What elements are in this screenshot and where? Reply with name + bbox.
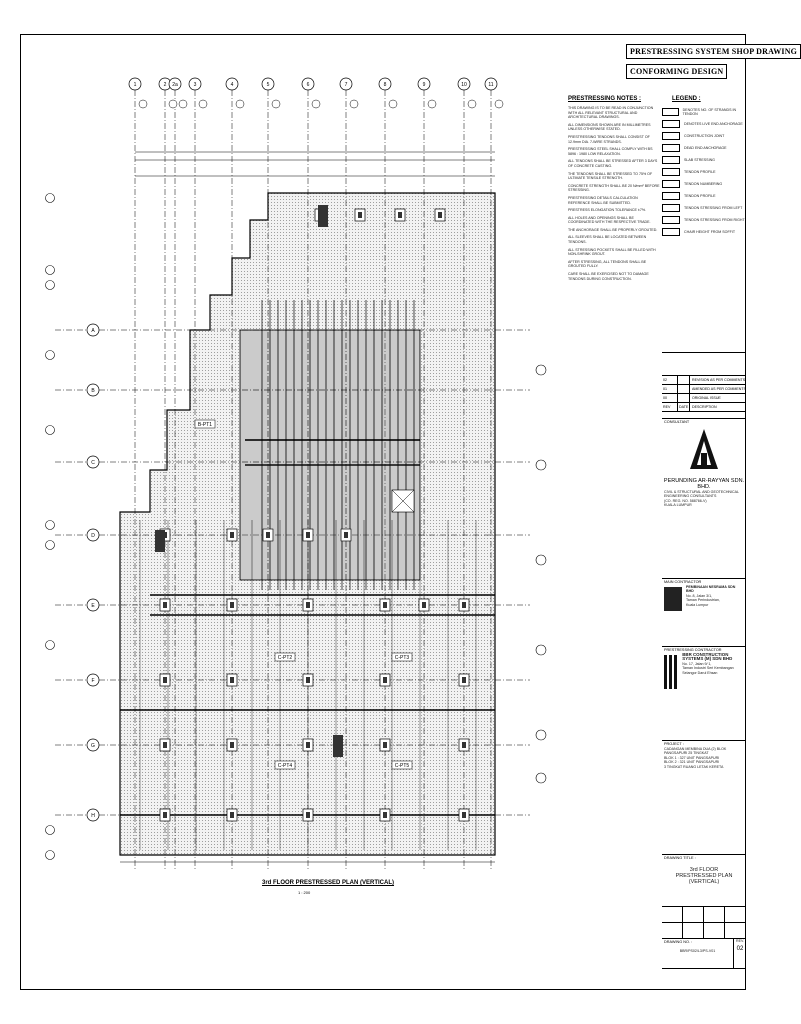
legend-symbol [662,228,680,236]
note-item: THE ANCHORAGE SHALL BE PROPERLY GROUTED. [568,227,658,232]
legend-label: TENDON STRESSING FROM RIGHT [684,218,745,222]
revision-date [678,394,690,402]
revision-desc: DESCRIPTION [692,405,717,409]
grid-col-label: 9 [422,82,426,88]
legend-item [662,202,746,214]
grid-col-label: 11 [488,82,494,88]
legend-item [662,142,746,154]
legend-label: TENDON PROFILE [684,170,716,174]
revision-table [662,352,746,412]
grid-col-label: 1 [133,82,137,88]
approval-grid [662,906,746,938]
project-line-2: BLOK 1 : 327 UNIT PANGSAPURI [664,755,720,760]
note-item: ALL TENDONS SHALL BE STRESSED AFTER 3 DAYS OF CONCRETE CASTING. [568,159,658,168]
legend-label: DENOTES NO. OF STRANDS IN TENDON [682,108,737,116]
grid-col-label: 7 [344,82,348,88]
legend-symbol [662,120,680,128]
consultant-logo [662,425,746,473]
legend-item [662,190,746,202]
drawing-number-value: BBR/PS02/L3/PS-V01 [679,949,716,953]
revision-row [662,394,746,403]
contractor-name: PEMBINAAN NESRAMA SDN BHD [685,585,736,594]
grid-row-label: F [91,678,95,684]
revision-row [662,385,746,394]
top-dimension-lines [135,152,495,176]
zone-label: C-PT3 [394,655,410,661]
note-item: THIS DRAWING IS TO BE READ IN CONJUNCTION WITH ALL RELEVANT STRUCTURAL AND ARCHITECTURAL DRAWINGS. [568,106,654,120]
note-item: PRESTRESSING TENDONS SHALL CONSIST OF 12.9mm DIA. 7-WIRE STRANDS. [568,134,650,144]
project-block [662,740,746,854]
project-line-1: CADANGAN MEMBINA DUA (2) BLOK PANGSAPURI 25 TINGKAT [664,747,727,756]
grid-bubbles-right [536,365,546,783]
drawing-number-label: DRAWING NO. : [664,940,693,944]
revision-desc: ORIGINAL ISSUE [692,396,721,400]
drawing-title-line-1: 3rd FLOOR [689,867,719,873]
legend-symbol [662,204,680,212]
grid-col-label: 2 [163,82,167,88]
consultant-line-3: KUALA LUMPUR [664,503,692,508]
revision-rev: 01 [662,385,678,393]
legend-item [662,226,746,238]
note-item: CONCRETE STRENGTH SHALL BE 20 N/mm² BEFORE STRESSING. [568,183,660,193]
note-item: ALL STRESSING POCKETS SHALL BE FILLED WITH NON-SHRINK GROUT. [568,247,656,257]
consultant-block [662,418,746,536]
grid-row-label: H [91,813,95,819]
revision-desc: AMENDED AS PER COMMENTS [692,387,746,391]
rev-label: REV. [736,939,745,943]
grid-row-label: G [91,743,95,749]
legend-item [662,166,746,178]
grid-row-label: D [91,533,95,539]
specialist-line-1: No. 17, Jalan 9/ 1, [682,661,712,666]
legend-label: CONSTRUCTION JOINT [684,134,725,138]
stamp-conforming-design: CONFORMING DESIGN [626,64,727,79]
contractor-block [662,578,746,646]
project-header: PROJECT : [664,742,684,746]
zone-label: C-PT4 [277,763,293,769]
core-area [240,330,420,580]
note-item: PRESTRESSING DETAILS CALCULATION REFERENCE SHALL BE SUBMITTED. [568,195,638,205]
note-item: PRESTRESS ELONGATION TOLERANCE ±7%. [568,208,647,213]
note-item: ALL HOLES AND OPENINGS SHALL BE COORDINATED WITH THE RESPECTIVE TRADE. [568,215,651,225]
note-item: PRESTRESSING STEEL SHALL COMPLY WITH BS 5896 : 1980 LOW RELAXATION. [568,147,653,156]
legend-label: TENDON PROFILE [684,194,716,198]
grid-col-label: 8 [383,82,387,88]
grid-row-label: B [91,388,95,394]
drawing-title-line-2: PRESTRESSED PLAN (VERTICAL) [675,873,733,885]
revision-date [678,385,690,393]
grid-col-label: 4 [230,82,234,88]
revision-date: DATE [679,405,689,409]
drawing-title-header: DRAWING TITLE : [664,856,696,860]
grid-col-label: 6 [306,82,310,88]
revision-desc: REVISION AS PER COMMENTS [692,378,746,382]
legend-label: CHAIR HEIGHT FROM SOFFIT [684,230,736,234]
revision-rev: 00 [662,394,678,402]
grid-col-label: 5 [266,82,270,88]
contractor-logo [664,587,682,611]
legend-symbol [662,192,680,200]
legend-symbol [662,180,680,188]
grid-row-label: A [91,328,95,334]
legend-symbol [662,132,680,140]
contractor-header: MAIN CONTRACTOR [664,580,702,584]
consultant-line-1: CIVIL & STRUCTURAL AND GEOTECHNICAL ENGINEERING CONSULTANTS [664,490,739,499]
note-item: ALL SLEEVES SHALL BE LOCATED BETWEEN TENDONS. [568,235,647,245]
grid-bubbles-top [129,78,503,108]
grid-col-label: 3 [193,82,197,88]
notes-title: PRESTRESSING NOTES : [568,96,642,102]
consultant-name: PERUNDING AR-RAYYAN SDN. BHD. [663,478,745,490]
contractor-line-3: Kuala Lumpur [685,602,709,607]
bbr-logo [664,655,678,689]
note-item: AFTER STRESSING, ALL TENDONS SHALL BE GROUTED FULLY. [568,259,647,269]
zone-label: B-PT1 [197,422,213,428]
legend-label: SLAB STRESSING [684,158,715,162]
legend-symbol [662,108,679,116]
legend-label: DENOTES LIVE END ANCHORAGE [684,122,743,126]
stamp-shop-drawing: PRESTRESSING SYSTEM SHOP DRAWING [626,44,801,59]
grid-col-label: 10 [461,82,467,88]
revision-date [678,376,690,384]
legend-label: TENDON NUMBERING [684,182,723,186]
project-line-3: BLOK 2 : 321 UNIT PANGSAPURI [664,760,720,765]
prestressing-notes [568,96,660,284]
footer-notes [662,968,746,990]
grid-row-label: C [91,460,95,466]
legend-item [662,214,746,226]
project-line-4: 3 TINGKAT RUANG LETAK KERETA [664,764,724,769]
tendon-type-markers [46,194,55,860]
drawing-number-block [662,938,746,968]
specialist-line-2: Taman Industri Seri Kembangan [682,666,734,671]
specialist-name: BBR CONSTRUCTION SYSTEMS (M) SDN BHD [682,652,733,662]
note-item: THE TENDONS SHALL BE STRESSED TO 75% OF ULTIMATE TENSILE STRENGTH. [568,171,653,181]
legend-label: DEAD END ANCHORAGE [684,146,727,150]
legend-symbol [662,156,680,164]
grid-row-label: E [91,603,95,609]
legend-symbol [662,144,680,152]
plan-title: 3rd FLOOR PRESTRESSED PLAN (VERTICAL) [262,880,395,886]
rev-value: 02 [736,946,744,953]
zone-label: C-PT5 [394,763,410,769]
consultant-header: CONSULTANT [664,420,690,424]
revision-rev: 02 [662,376,678,384]
grid-col-label: 2a [172,82,178,88]
legend-item [662,178,746,190]
specialist-line-3: Selangor Darul Ehsan [682,670,718,675]
legend [662,96,746,238]
revision-row [662,376,746,385]
legend-label: TENDON STRESSING FROM LEFT [684,206,743,210]
legend-item [662,130,746,142]
legend-title: LEGEND : [672,96,701,102]
legend-symbol [662,216,680,224]
specialist-header: PRESTRESSING CONTRACTOR [664,648,722,652]
revision-row [662,403,746,412]
contractor-line-1: No. 8, Jalan 3/1, [685,593,713,598]
note-item: ALL DIMENSIONS SHOWN ARE IN MILLIMETRES UNLESS OTHERWISE STATED. [568,122,651,132]
note-item: CARE SHALL BE EXERCISED NOT TO DAMAGE TENDONS DURING CONSTRUCTION. [568,272,649,281]
contractor-line-2: Taman Perindustrian, [685,598,720,603]
consultant-line-2: (CO. REG. NO. 588766-V) [664,498,707,503]
drawing-title-block [662,854,746,906]
zone-label: C-PT2 [277,655,293,661]
legend-item [662,106,746,118]
revision-rev: REV [662,403,678,411]
specialist-block [662,646,746,740]
plan-scale: 1 : 200 [298,890,311,895]
legend-item [662,118,746,130]
legend-item [662,154,746,166]
grid-bubbles-left [87,324,99,821]
legend-symbol [662,168,680,176]
